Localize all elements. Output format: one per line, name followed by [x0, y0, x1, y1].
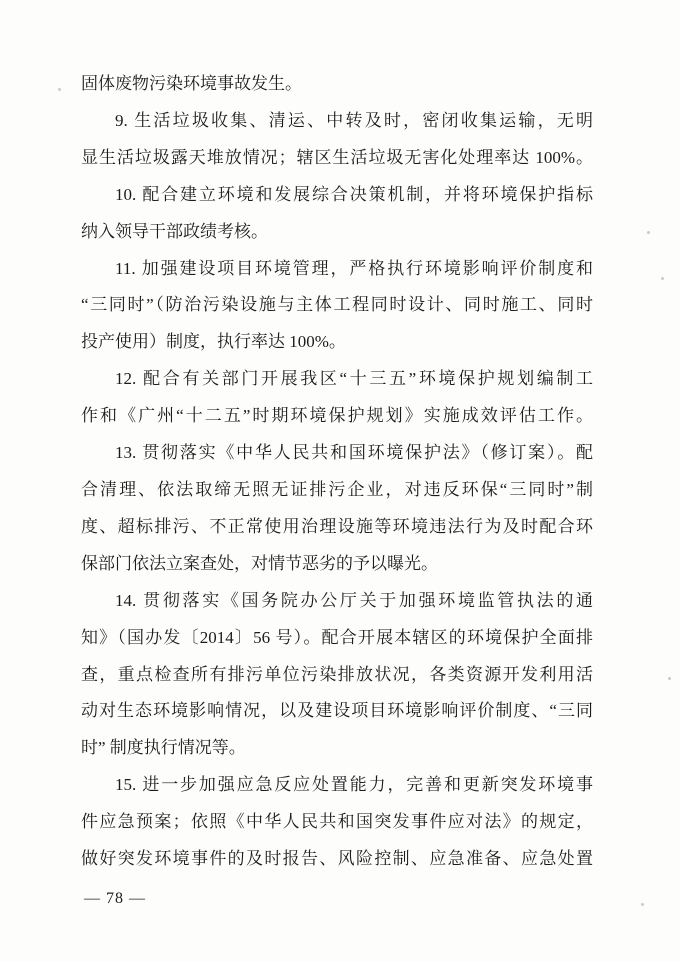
text-line: 时” 制度执行情况等。 — [81, 738, 246, 758]
text-line: 件应急预案；依照《中华人民共和国突发事件应对法》的规定， — [81, 812, 593, 832]
scan-speck — [58, 88, 61, 91]
scan-speck — [647, 231, 650, 234]
paragraph-item-12 — [81, 361, 593, 435]
text-line: 保部门依法立案查处，对情节恶劣的予以曝光。 — [81, 553, 438, 573]
page-number: — 78 — — [84, 890, 146, 907]
text-line: 12. 配合有关部门开展我区“十三五”环境保护规划编制工 — [115, 369, 593, 389]
text-line: 13. 贯彻落实《中华人民共和国环境保护法》（修订案）。配 — [115, 443, 593, 463]
paragraph-item-11 — [81, 251, 593, 362]
text-line: 固体废物污染环境事故发生。 — [81, 74, 302, 93]
paragraph-continuation — [81, 66, 593, 103]
text-line: 查，重点检查所有排污单位污染排放状况，各类资源开发利用活 — [81, 664, 593, 684]
document-body-text — [81, 66, 593, 878]
text-line: 动对生态环境影响情况，以及建设项目环境影响评价制度、“三同 — [81, 701, 593, 721]
text-line: “三同时”（防治污染设施与主体工程同时设计、同时施工、同时 — [81, 295, 593, 315]
scan-speck — [668, 677, 671, 680]
text-line: 11. 加强建设项目环境管理，严格执行环境影响评价制度和 — [115, 258, 593, 278]
paragraph-item-10 — [81, 177, 593, 251]
paragraph-item-13 — [81, 435, 593, 583]
text-line: 10. 配合建立环境和发展综合决策机制，并将环境保护指标 — [115, 184, 593, 204]
text-line: 纳入领导干部政绩考核。 — [81, 221, 268, 241]
text-line: 度、超标排污、不正常使用治理设施等环境违法行为及时配合环 — [81, 516, 593, 536]
text-line: 15. 进一步加强应急反应处置能力，完善和更新突发环境事 — [115, 775, 593, 795]
text-line: 显生活垃圾露天堆放情况；辖区生活垃圾无害化处理率达 100%。 — [81, 147, 593, 167]
scan-speck — [661, 277, 664, 280]
paragraph-item-9 — [81, 103, 593, 177]
text-line: 合清理、依法取缔无照无证排污企业，对违反环保“三同时”制 — [81, 479, 593, 499]
scan-speck — [641, 903, 644, 906]
text-line: 作和《广州“十二五”时期环境保护规划》实施成效评估工作。 — [81, 406, 593, 426]
paragraph-item-14 — [81, 583, 593, 768]
text-line: 做好突发环境事件的及时报告、风险控制、应急准备、应急处置 — [81, 849, 593, 869]
text-line: 9. 生活垃圾收集、清运、中转及时，密闭收集运输，无明 — [115, 110, 593, 130]
text-line: 投产使用）制度，执行率达 100%。 — [81, 332, 346, 352]
text-line: 14. 贯彻落实《国务院办公厅关于加强环境监管执法的通 — [115, 590, 593, 610]
paragraph-item-15 — [81, 767, 593, 878]
text-line: 知》（国办发〔2014〕56 号）。配合开展本辖区的环境保护全面排 — [81, 627, 593, 647]
